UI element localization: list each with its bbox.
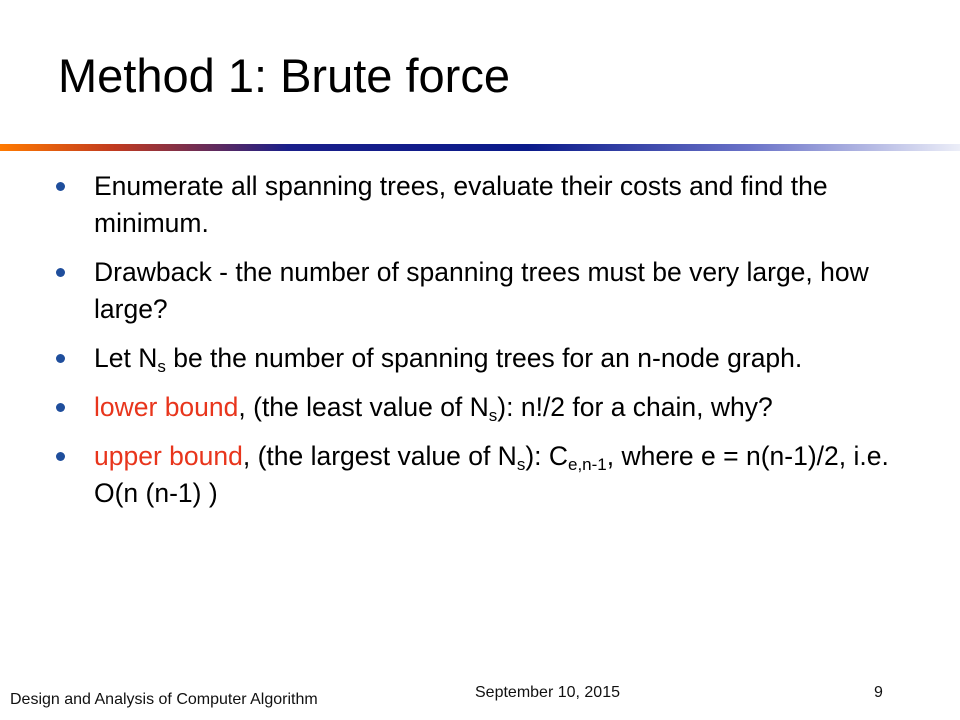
- bullet-item: [52, 340, 912, 377]
- bullet-list: [52, 168, 912, 524]
- bullet-item: [52, 168, 912, 242]
- bullet-text-start: , (the largest value of N: [242, 441, 517, 471]
- upper-bound-label: upper bound: [94, 441, 243, 471]
- subscript: s: [488, 406, 498, 425]
- slide-title: Method 1: Brute force: [58, 49, 510, 102]
- bullet-text-start: Let N: [94, 343, 158, 373]
- bullet-text-end: ): n!/2 for a chain, why?: [497, 392, 773, 422]
- bullet-dot-icon: [56, 182, 65, 191]
- subscript: s: [516, 455, 526, 474]
- bullet-text-end: be the number of spanning trees for an n-node graph.: [165, 343, 803, 373]
- page-number: 9: [874, 684, 883, 701]
- footer-date: September 10, 2015: [475, 684, 620, 701]
- bullet-text: Enumerate all spanning trees, evaluate their costs and find the minimum.: [94, 171, 828, 238]
- bullet-dot-icon: [56, 452, 65, 461]
- bullet-item: [52, 438, 912, 512]
- bullet-item: [52, 254, 912, 328]
- bullet-item: [52, 389, 912, 426]
- footer-course-title: Design and Analysis of Computer Algorithm: [10, 691, 318, 708]
- bullet-dot-icon: [56, 268, 65, 277]
- bullet-text-start: , (the least value of N: [238, 392, 489, 422]
- bullet-dot-icon: [56, 354, 65, 363]
- bullet-text-end: , where e = n(n-1)/2, i.e. O(n (n-1) ): [94, 441, 889, 508]
- subscript: e,n-1: [568, 455, 607, 474]
- bullet-dot-icon: [56, 403, 65, 412]
- lower-bound-label: lower bound: [94, 392, 239, 422]
- bullet-text: Drawback - the number of spanning trees must be very large, how large?: [94, 257, 869, 324]
- bullet-text-middle: ): C: [525, 441, 568, 471]
- subscript: s: [157, 357, 166, 376]
- title-divider: [0, 144, 960, 151]
